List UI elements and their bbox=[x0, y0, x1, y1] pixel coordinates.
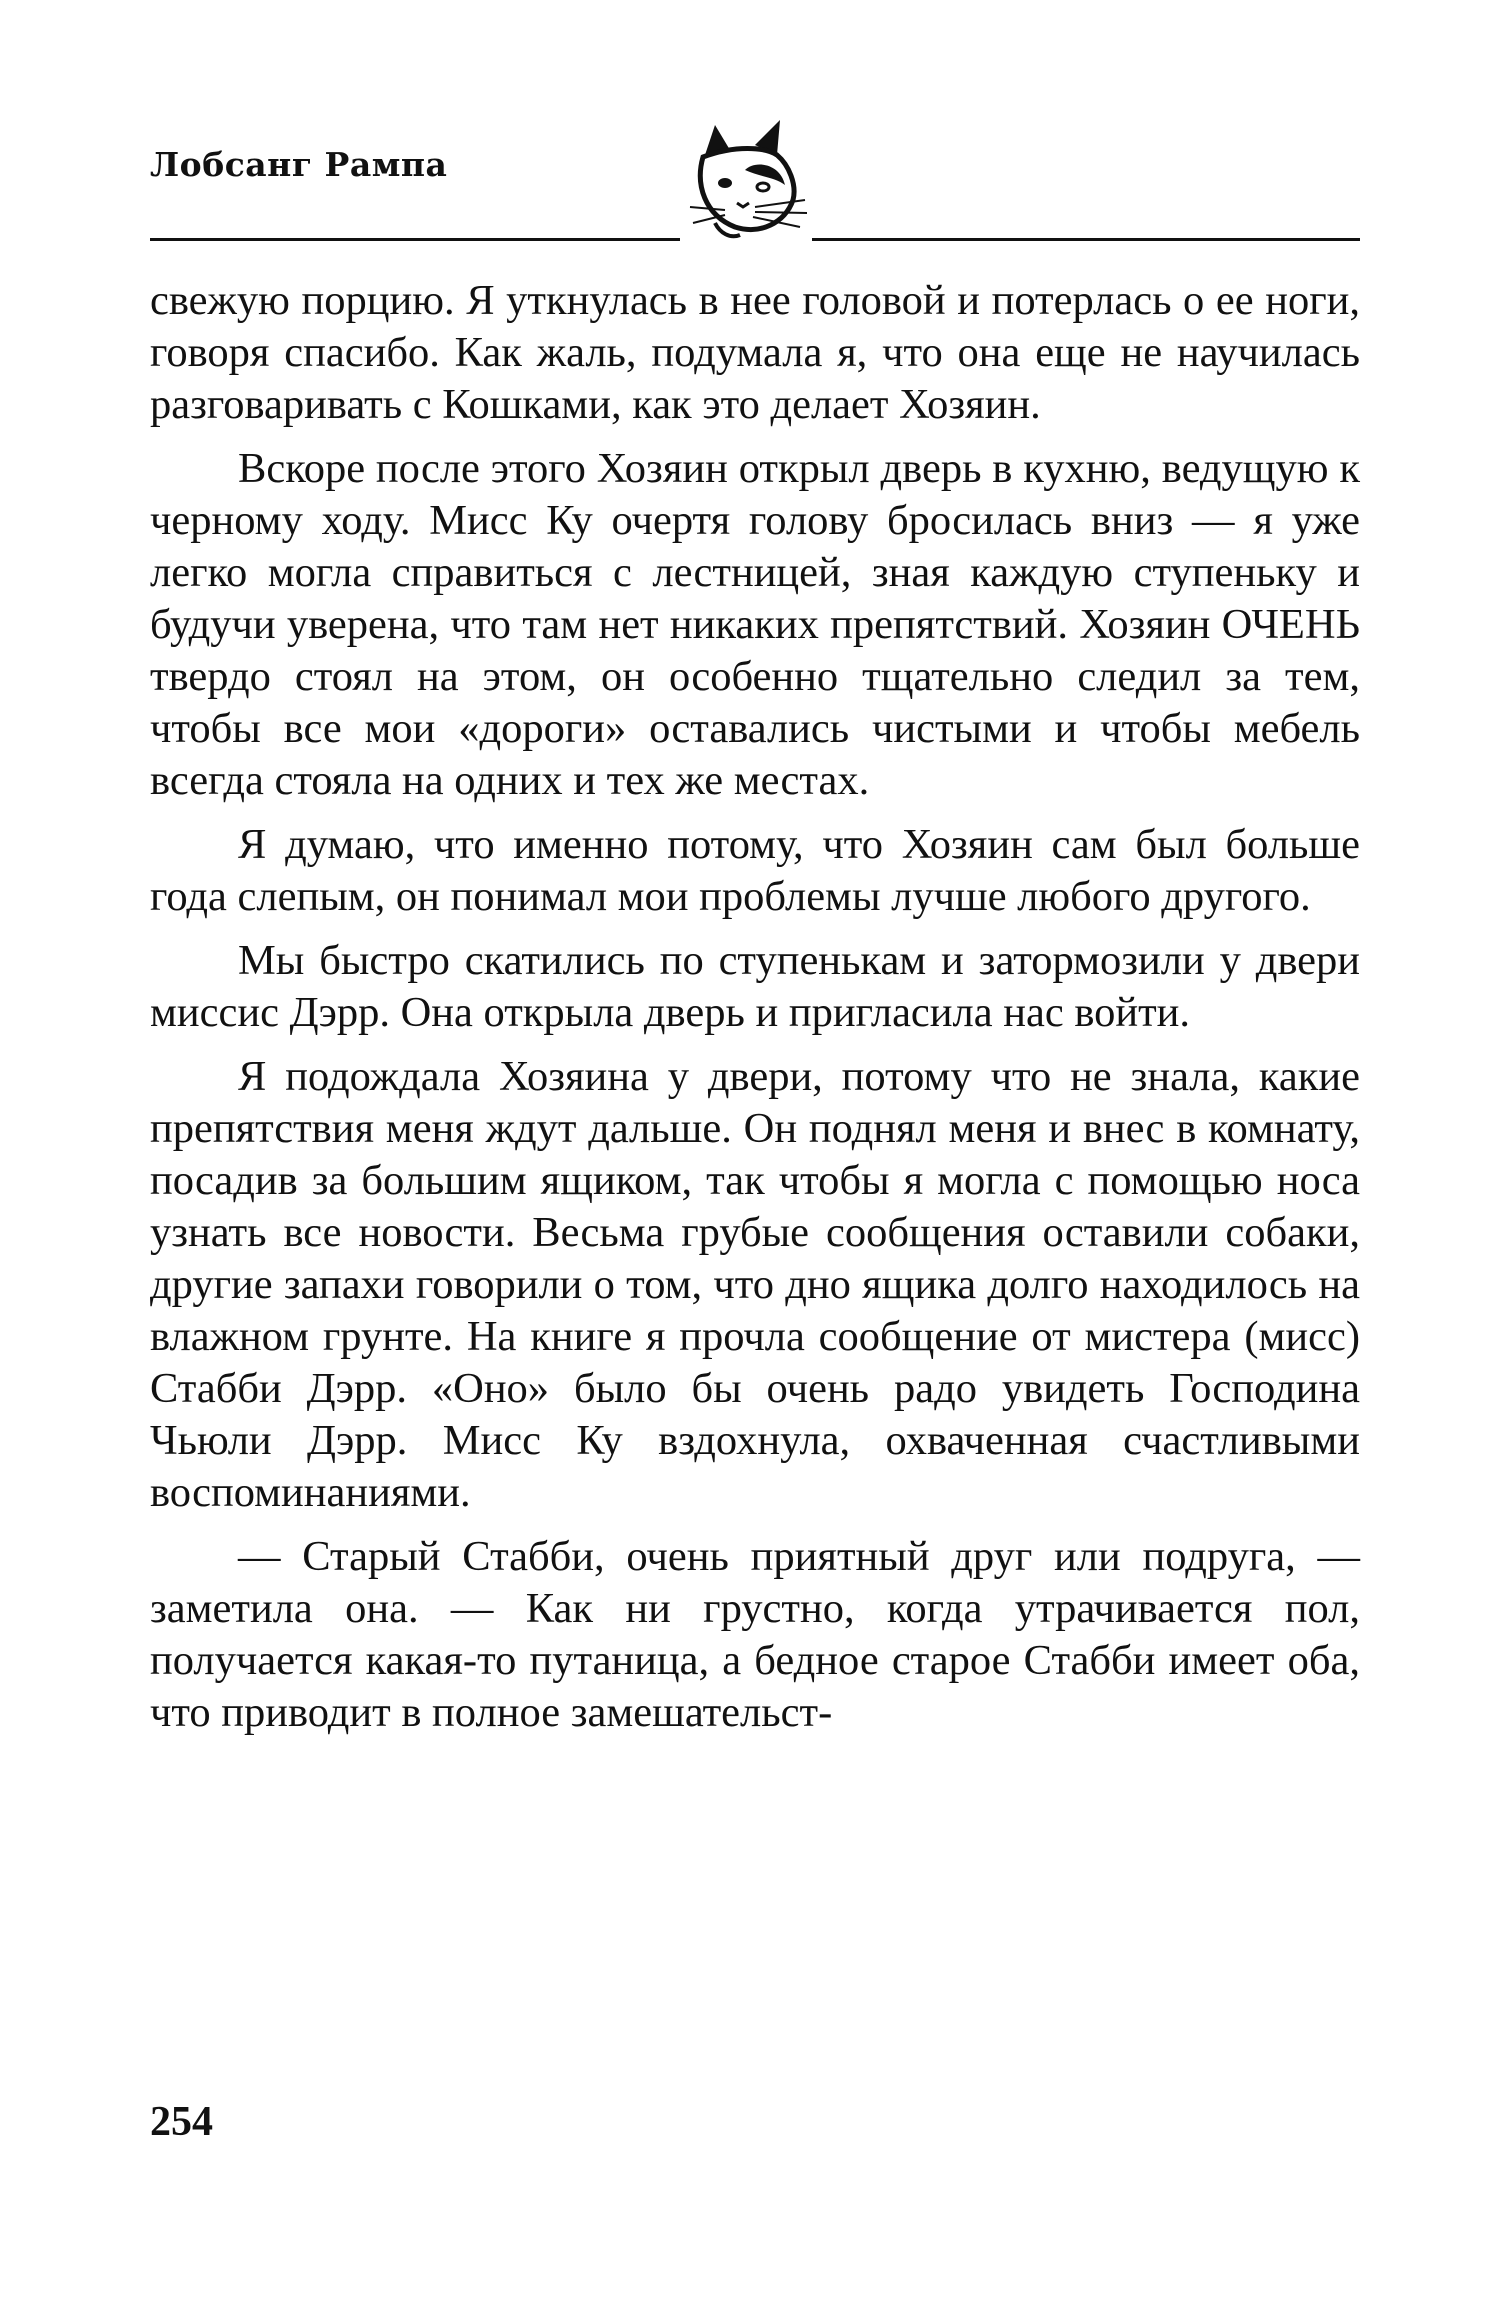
header-rule-left bbox=[150, 238, 680, 241]
paragraph-4: Мы быстро скатились по ступенькам и затормозили у двери миссис Дэрр. Она открыла дверь и пригласила нас войти. bbox=[150, 937, 1360, 1036]
page-number: 254 bbox=[150, 2099, 213, 2145]
running-head bbox=[150, 115, 1360, 255]
header-rule-right bbox=[812, 238, 1360, 241]
paragraph-3: Я думаю, что именно потому, что Хозяин сам был больше года слепым, он понимал мои проблемы лучше любого другого. bbox=[150, 821, 1360, 920]
cat-head-icon bbox=[685, 115, 815, 240]
paragraph-6: — Старый Стабби, очень приятный друг или подруга, — заметила она. — Как ни грустно, когда утрачивается пол, получается какая-то путаница, а бедное старое Стабби имеет оба, что приводит в полное замешательст- bbox=[150, 1533, 1360, 1736]
author-name: Лобсанг Рампа bbox=[150, 145, 448, 184]
paragraph-5: Я подождала Хозяина у двери, потому что не знала, какие препятствия меня ждут дальше. Он поднял меня и внес в комнату, посадив за большим ящиком, так чтобы я могла с помощью носа узнать все новости. Весьма грубые сообщения оставили собаки, другие запахи говорили о том, что дно ящика долго находилось на влажном грунте. На книге я прочла сообщение от мистера (мисс) Стабби Дэрр. «Оно» было бы очень радо увидеть Господина Чьюли Дэрр. Мисс Ку вздохнула, охваченная счастливыми воспоминаниями. bbox=[150, 1053, 1360, 1516]
body-text bbox=[150, 275, 1360, 1751]
paragraph-1: свежую порцию. Я уткнулась в нее головой и потерлась о ее ноги, говоря спасибо. Как жаль, подумала я, что она еще не научилась разговаривать с Кошками, как это делает Хозяин. bbox=[150, 277, 1360, 428]
paragraph-2: Вскоре после этого Хозяин открыл дверь в кухню, ведущую к черному ходу. Мисс Ку очертя голову бросилась вниз — я уже легко могла справиться с лестницей, зная каждую ступеньку и будучи уверена, что там нет никаких препятствий. Хозяин ОЧЕНЬ твердо стоял на этом, он особенно тщательно следил за тем, чтобы все мои «дороги» оставались чистыми и чтобы мебель всегда стояла на одних и тех же местах. bbox=[150, 445, 1360, 804]
